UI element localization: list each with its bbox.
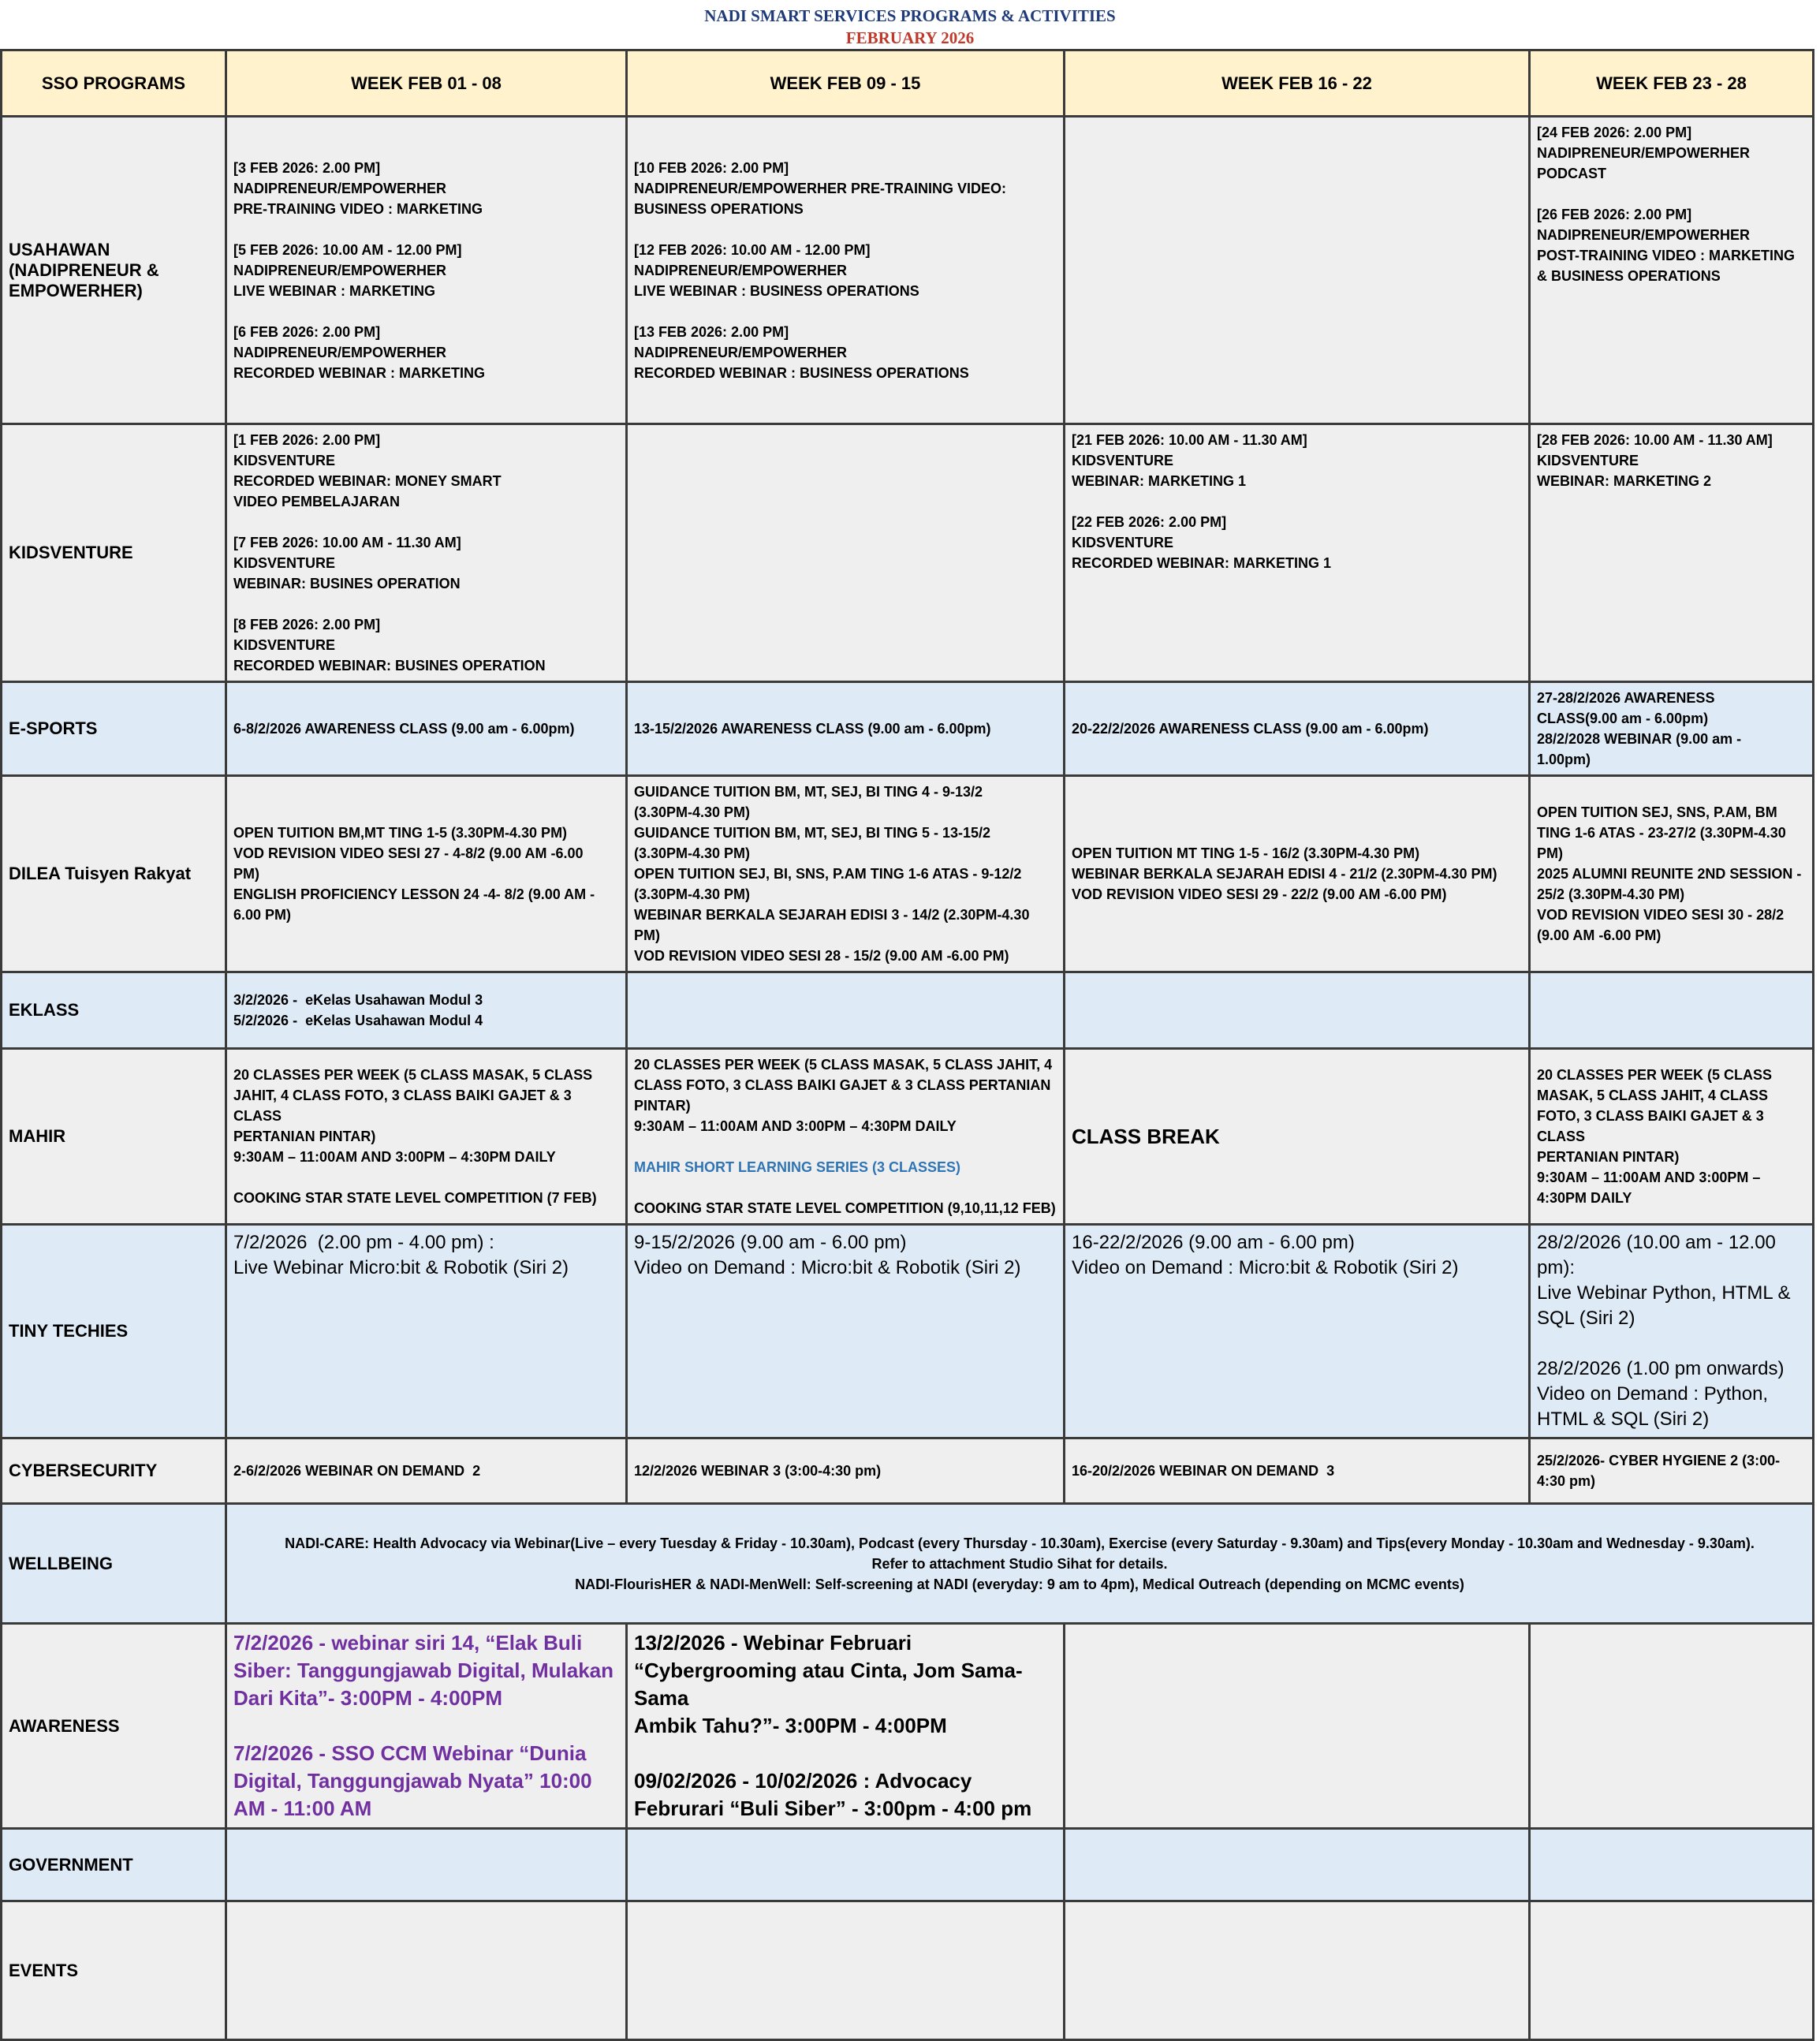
- cell-week-2: [627, 1901, 1065, 2040]
- cell-week-3: OPEN TUITION MT TING 1-5 - 16/2 (3.30PM-4.30 PM) WEBINAR BERKALA SEJARAH EDISI 4 - 21/2 (2.30PM-4.30 PM) VOD REVISION VIDEO SESI 29 - 22/2 (9.00 AM -6.00 PM): [1065, 776, 1530, 972]
- program-label: MAHIR: [2, 1049, 226, 1225]
- cell-week-3: [1065, 1829, 1530, 1901]
- cell-week-3: [1065, 117, 1530, 424]
- cell-week-2: [627, 424, 1065, 682]
- cell-week-3: [1065, 1624, 1530, 1829]
- row-dilea: [2, 776, 1814, 972]
- cell-week-3: 16-20/2/2026 WEBINAR ON DEMAND 3: [1065, 1438, 1530, 1504]
- cell-week-3: 16-22/2/2026 (9.00 am - 6.00 pm) Video on Demand : Micro:bit & Robotik (Siri 2): [1065, 1225, 1530, 1438]
- row-mahir: [2, 1049, 1814, 1225]
- mahir-competition: COOKING STAR STATE LEVEL COMPETITION (9,10,11,12 FEB): [634, 1200, 1056, 1216]
- program-label: EKLASS: [2, 972, 226, 1049]
- cell-week-1: 2-6/2/2026 WEBINAR ON DEMAND 2: [226, 1438, 627, 1504]
- page-title: NADI SMART SERVICES PROGRAMS & ACTIVITIES: [704, 6, 1116, 25]
- program-label: WELLBEING: [2, 1504, 226, 1624]
- cell-week-2: [627, 1829, 1065, 1901]
- cell-week-1: 7/2/2026 - webinar siri 14, “Elak Buli Siber: Tanggungjawab Digital, Mulakan Dari Kita”- 3:00PM - 4:00PM 7/2/2026 - SSO CCM Webinar “Dunia Digital, Tanggungjawab Nyata” 10:00 AM - 11:00 AM: [226, 1624, 627, 1829]
- program-label: CYBERSECURITY: [2, 1438, 226, 1504]
- cell-week-4: [28 FEB 2026: 10.00 AM - 11.30 AM] KIDSVENTURE WEBINAR: MARKETING 2: [1530, 424, 1814, 682]
- mahir-short-series: MAHIR SHORT LEARNING SERIES (3 CLASSES): [634, 1159, 961, 1175]
- cell-week-2: [627, 1049, 1065, 1225]
- cell-week-2: 13/2/2026 - Webinar Februari “Cybergrooming atau Cinta, Jom Sama-Sama Ambik Tahu?”- 3:00PM - 4:00PM 09/02/2026 - 10/02/2026 : Advocacy Februrari “Buli Siber” - 3:00pm - 4:00 pm: [627, 1624, 1065, 1829]
- cell-week-4: [24 FEB 2026: 2.00 PM] NADIPRENEUR/EMPOWERHER PODCAST [26 FEB 2026: 2.00 PM] NADIPRENEUR/EMPOWERHER POST-TRAINING VIDEO : MARKETING & BUSINESS OPERATIONS: [1530, 117, 1814, 424]
- program-label: EVENTS: [2, 1901, 226, 2040]
- row-tiny-techies: [2, 1225, 1814, 1438]
- cell-week-1: 7/2/2026 (2.00 pm - 4.00 pm) : Live Webinar Micro:bit & Robotik (Siri 2): [226, 1225, 627, 1438]
- mahir-classes-text: 20 CLASSES PER WEEK (5 CLASS MASAK, 5 CLASS JAHIT, 4 CLASS FOTO, 3 CLASS BAIKI GAJET & 3 CLASS PERTANIAN PINTAR) 9:30AM – 11:00AM AND 3:00PM – 4:30PM DAILY: [634, 1057, 1053, 1134]
- cell-week-2: [10 FEB 2026: 2.00 PM] NADIPRENEUR/EMPOWERHER PRE-TRAINING VIDEO: BUSINESS OPERATIONS [12 FEB 2026: 10.00 AM - 12.00 PM] NADIPRENEUR/EMPOWERHER LIVE WEBINAR : BUSINESS OPERATIONS [13 FEB 2026: 2.00 PM] NADIPRENEUR/EMPOWERHER RECORDED WEBINAR : BUSINESS OPERATIONS: [627, 117, 1065, 424]
- cell-week-4: 25/2/2026- CYBER HYGIENE 2 (3:00- 4:30 pm): [1530, 1438, 1814, 1504]
- program-label: USAHAWAN (NADIPRENEUR & EMPOWERHER): [2, 117, 226, 424]
- cell-week-2: 9-15/2/2026 (9.00 am - 6.00 pm) Video on Demand : Micro:bit & Robotik (Siri 2): [627, 1225, 1065, 1438]
- row-cybersecurity: [2, 1438, 1814, 1504]
- row-eklass: [2, 972, 1814, 1049]
- cell-week-1: OPEN TUITION BM,MT TING 1-5 (3.30PM-4.30 PM) VOD REVISION VIDEO SESI 27 - 4-8/2 (9.00 AM -6.00 PM) ENGLISH PROFICIENCY LESSON 24 -4- 8/2 (9.00 AM - 6.00 PM): [226, 776, 627, 972]
- cell-week-3: [1065, 1901, 1530, 2040]
- cell-week-1: 6-8/2/2026 AWARENESS CLASS (9.00 am - 6.00pm): [226, 682, 627, 776]
- cell-week-4: [1530, 972, 1814, 1049]
- column-header-week-1: WEEK FEB 01 - 08: [226, 50, 627, 117]
- cell-week-1: [226, 1829, 627, 1901]
- row-usahawan: [2, 117, 1814, 424]
- row-wellbeing: [2, 1504, 1814, 1624]
- column-header-week-2: WEEK FEB 09 - 15: [627, 50, 1065, 117]
- cell-week-4: 28/2/2026 (10.00 am - 12.00 pm): Live Webinar Python, HTML & SQL (Siri 2) 28/2/2026 (1.00 pm onwards) Video on Demand : Python, HTML & SQL (Siri 2): [1530, 1225, 1814, 1438]
- cell-week-2: 13-15/2/2026 AWARENESS CLASS (9.00 am - 6.00pm): [627, 682, 1065, 776]
- row-government: [2, 1829, 1814, 1901]
- program-label: E-SPORTS: [2, 682, 226, 776]
- header-row: [2, 50, 1814, 117]
- cell-week-2: GUIDANCE TUITION BM, MT, SEJ, BI TING 4 - 9-13/2 (3.30PM-4.30 PM) GUIDANCE TUITION BM, MT, SEJ, BI TING 5 - 13-15/2 (3.30PM-4.30 PM) OPEN TUITION SEJ, BI, SNS, P.AM TING 1-6 ATAS - 9-12/2 (3.30PM-4.30 PM) WEBINAR BERKALA SEJARAH EDISI 3 - 14/2 (2.30PM-4.30 PM) VOD REVISION VIDEO SESI 28 - 15/2 (9.00 AM -6.00 PM): [627, 776, 1065, 972]
- program-label: AWARENESS: [2, 1624, 226, 1829]
- program-label: KIDSVENTURE: [2, 424, 226, 682]
- cell-week-3: CLASS BREAK: [1065, 1049, 1530, 1225]
- program-label: GOVERNMENT: [2, 1829, 226, 1901]
- cell-week-3: [1065, 972, 1530, 1049]
- cell-week-2: [627, 972, 1065, 1049]
- cell-week-3: [21 FEB 2026: 10.00 AM - 11.30 AM] KIDSVENTURE WEBINAR: MARKETING 1 [22 FEB 2026: 2.00 PM] KIDSVENTURE RECORDED WEBINAR: MARKETING 1: [1065, 424, 1530, 682]
- cell-week-4: [1530, 1829, 1814, 1901]
- row-kidsventure: [2, 424, 1814, 682]
- cell-week-3: 20-22/2/2026 AWARENESS CLASS (9.00 am - 6.00pm): [1065, 682, 1530, 776]
- schedule-table: [0, 49, 1814, 2041]
- column-header-week-3: WEEK FEB 16 - 22: [1065, 50, 1530, 117]
- cell-week-4: [1530, 1624, 1814, 1829]
- column-header-programs: SSO PROGRAMS: [2, 50, 226, 117]
- row-awareness: [2, 1624, 1814, 1829]
- page-subtitle: FEBRUARY 2026: [845, 28, 975, 47]
- cell-week-1: [3 FEB 2026: 2.00 PM] NADIPRENEUR/EMPOWERHER PRE-TRAINING VIDEO : MARKETING [5 FEB 2026: 10.00 AM - 12.00 PM] NADIPRENEUR/EMPOWERHER LIVE WEBINAR : MARKETING [6 FEB 2026: 2.00 PM] NADIPRENEUR/EMPOWERHER RECORDED WEBINAR : MARKETING: [226, 117, 627, 424]
- cell-week-1: [1 FEB 2026: 2.00 PM] KIDSVENTURE RECORDED WEBINAR: MONEY SMART VIDEO PEMBELAJARAN [7 FEB 2026: 10.00 AM - 11.30 AM] KIDSVENTURE WEBINAR: BUSINES OPERATION [8 FEB 2026: 2.00 PM] KIDSVENTURE RECORDED WEBINAR: BUSINES OPERATION: [226, 424, 627, 682]
- cell-week-4: 27-28/2/2026 AWARENESS CLASS(9.00 am - 6.00pm) 28/2/2028 WEBINAR (9.00 am - 1.00pm): [1530, 682, 1814, 776]
- row-events: [2, 1901, 1814, 2040]
- cell-week-4: OPEN TUITION SEJ, SNS, P.AM, BM TING 1-6 ATAS - 23-27/2 (3.30PM-4.30 PM) 2025 ALUMNI REUNITE 2ND SESSION - 25/2 (3.30PM-4.30 PM) VOD REVISION VIDEO SESI 30 - 28/2 (9.00 AM -6.00 PM): [1530, 776, 1814, 972]
- column-header-week-4: WEEK FEB 23 - 28: [1530, 50, 1814, 117]
- cell-week-1: 20 CLASSES PER WEEK (5 CLASS MASAK, 5 CLASS JAHIT, 4 CLASS FOTO, 3 CLASS BAIKI GAJET & 3 CLASS PERTANIAN PINTAR) 9:30AM – 11:00AM AND 3:00PM – 4:30PM DAILY COOKING STAR STATE LEVEL COMPETITION (7 FEB): [226, 1049, 627, 1225]
- program-label: TINY TECHIES: [2, 1225, 226, 1438]
- cell-week-4: 20 CLASSES PER WEEK (5 CLASS MASAK, 5 CLASS JAHIT, 4 CLASS FOTO, 3 CLASS BAIKI GAJET & 3 CLASS PERTANIAN PINTAR) 9:30AM – 11:00AM AND 3:00PM – 4:30PM DAILY: [1530, 1049, 1814, 1225]
- cell-week-1: [226, 1901, 627, 2040]
- program-label: DILEA Tuisyen Rakyat: [2, 776, 226, 972]
- cell-week-4: [1530, 1901, 1814, 2040]
- cell-all-weeks: NADI-CARE: Health Advocacy via Webinar(Live – every Tuesday & Friday - 10.30am), Podcast (every Thursday - 10.30am), Exercise (every Saturday - 9.30am) and Tips(every Monday - 10.30am and Wednesday - 9.30am). Refer to attachment Studio Sihat for details. NADI-FlourisHER & NADI-MenWell: Self-screening at NADI (everyday: 9 am to 4pm), Medical Outreach (depending on MCMC events): [226, 1504, 1814, 1624]
- cell-week-2: 12/2/2026 WEBINAR 3 (3:00-4:30 pm): [627, 1438, 1065, 1504]
- page-header: [0, 0, 1820, 49]
- cell-week-1: 3/2/2026 - eKelas Usahawan Modul 3 5/2/2026 - eKelas Usahawan Modul 4: [226, 972, 627, 1049]
- row-esports: [2, 682, 1814, 776]
